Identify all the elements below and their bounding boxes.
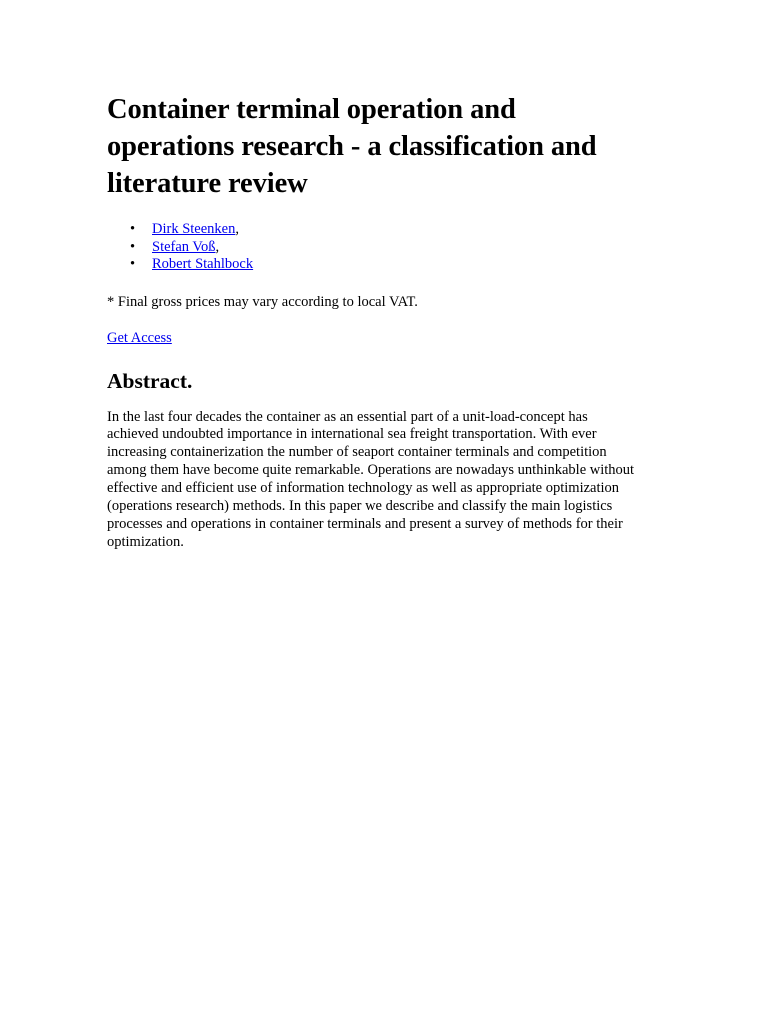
- abstract-line: effective and efficient use of information technology as well as appropriate optimization: [107, 480, 620, 497]
- author-item: [107, 256, 659, 274]
- article-page: [107, 91, 659, 552]
- title-line: literature review: [107, 168, 308, 199]
- abstract-line: increasing containerization the number of seaport container terminals and competition: [107, 444, 607, 461]
- bullet-icon: •: [130, 238, 136, 255]
- bullet-icon: •: [130, 256, 136, 272]
- abstract-line: achieved undoubted importance in international sea freight transportation. With ever: [107, 426, 597, 443]
- access-paragraph: [107, 329, 659, 347]
- article-title: [107, 91, 659, 202]
- abstract-line: processes and operations in container terminals and present a survey of methods for their: [107, 515, 623, 532]
- abstract-text: [107, 409, 659, 552]
- vat-note: * Final gross prices may vary according to local VAT.: [107, 293, 418, 310]
- author-list: [107, 221, 659, 274]
- author-separator: ,: [215, 238, 220, 255]
- get-access-link[interactable]: Get Access: [107, 329, 172, 346]
- author-item: [107, 221, 659, 239]
- abstract-heading: Abstract.: [107, 368, 193, 393]
- abstract-line: optimization.: [107, 533, 184, 550]
- author-link-robert-stahlbock[interactable]: Robert Stahlbock: [152, 256, 254, 272]
- author-item: [107, 239, 659, 257]
- author-link-stefan-voss[interactable]: Stefan Voß: [152, 238, 216, 255]
- abstract-line: among them have become quite remarkable. Operations are nowadays unthinkable without: [107, 462, 635, 479]
- title-line: operations research - a classification and: [107, 131, 597, 162]
- author-separator: ,: [235, 221, 239, 237]
- abstract-line: In the last four decades the container as an essential part of a unit-load-concept has: [107, 408, 588, 425]
- author-link-dirk-steenken[interactable]: Dirk Steenken: [152, 221, 236, 237]
- abstract-line: (operations research) methods. In this paper we describe and classify the main logistics: [107, 498, 613, 515]
- title-line: Container terminal operation and: [107, 94, 516, 125]
- bullet-icon: •: [130, 221, 136, 237]
